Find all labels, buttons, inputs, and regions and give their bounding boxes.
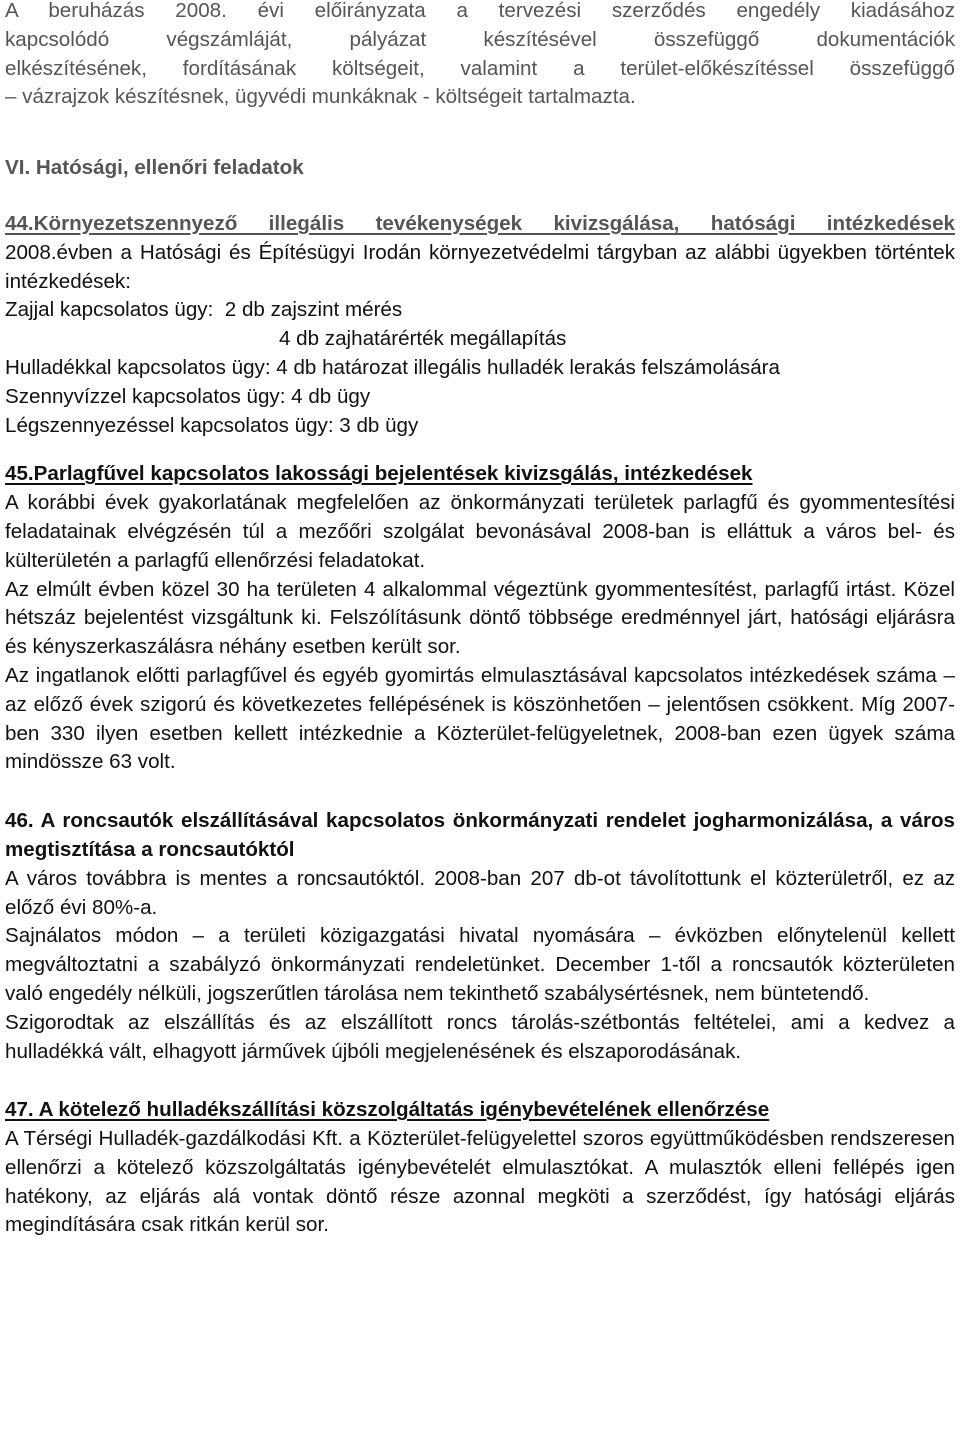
intro-line: A beruházás 2008. évi előirányzata a tervezési szerződés engedély kiadásához xyxy=(5,0,955,22)
section-45 xyxy=(5,460,955,777)
section-47-title-wrap xyxy=(5,1096,955,1125)
section-45-paragraph: Az ingatlanok előtti parlagfűvel és egyéb gyomirtás elmulasztásával kapcsolatos intézkedések száma – az előző évek szigorú és következetes fellépésének is köszönhetően – jelentősen csökkent. Míg 2007-ben 330 ilyen esetben kellett intézkednie a Közterület-felügyeletnek, 2008-ban ezen ügyek száma mindössze 63 volt. xyxy=(5,663,955,774)
section-46-paragraph: Sajnálatos módon – a területi közigazgatási hivatal nyomására – évközben előnytelenül kellett megváltoztatni a szabályzó önkormányzati rendeletünket. December 1-től a roncsautók közterületen való engedély nélküli, jogszerűtlen tárolása nem tekinthető szabálysértésnek, nem büntetendő. xyxy=(5,924,955,1005)
section-44-title: 44.Környezetszennyező illegális tevékenységek kivizsgálása, hatósági intézkedések xyxy=(5,211,955,235)
section-45-title-wrap xyxy=(5,460,955,489)
section-47-title: 47. A kötelező hulladékszállítási közszolgáltatás igénybevételének ellenőrzése xyxy=(5,1098,770,1122)
list-item: Légszennyezéssel kapcsolatos ügy: 3 db ügy xyxy=(5,413,419,437)
intro-line: kapcsolódó végszámláját, pályázat készítésével összefüggő dokumentációk xyxy=(5,27,955,51)
section-47-paragraph: A Térségi Hulladék-gazdálkodási Kft. a Közterület-felügyelettel szoros együttműködésben rendszeresen ellenőrzi a kötelező közszolgáltatás igénybevételét elmulasztókat. A mulasztók elleni fellépés igen hatékony, az eljárás alá vontak döntő része azonnal megköti a szerződést, így hatósági eljárás megindítására csak ritkán kerül sor. xyxy=(5,1127,955,1237)
intro-paragraph xyxy=(5,0,955,112)
list-item: 4 db zajhatárérték megállapítás xyxy=(279,327,567,351)
section-45-paragraph: Az elmúlt évben közel 30 ha területen 4 alkalommal végeztünk gyommentesítést, parlagfű irtást. Közel hétszáz bejelentést vizsgáltunk ki. Felszólításunk döntő többsége eredménnyel járt, hatósági eljárásra és kényszerkaszálásra néhány esetben került sor. xyxy=(5,577,955,659)
intro-line: elkészítésének, fordításának költségeit, valamint a terület-előkészítéssel összefüggő xyxy=(5,56,955,80)
intro-line: – vázrajzok készítésnek, ügyvédi munkáknak - költségeit tartalmazta. xyxy=(5,85,636,109)
section-44 xyxy=(5,210,955,440)
section-46-paragraph: Szigorodtak az elszállítás és az elszállított roncs tárolás-szétbontás feltételei, ami a kedvez a hulladékká vált, elhagyott járművek újbóli megjelenésének és elszaporodásának. xyxy=(5,1010,955,1063)
list-item: Hulladékkal kapcsolatos ügy: 4 db határozat illegális hulladék lerakás felszámolására xyxy=(5,355,780,379)
section-44-paragraph: 2008.évben a Hatósági és Építésügyi Irodán környezetvédelmi tárgyban az alábbi ügyekben történtek intézkedések: xyxy=(5,240,955,293)
section-46-paragraph: A város továbbra is mentes a roncsautóktól. 2008-ban 207 db-ot távolítottunk el közterületről, ez az előző évi 80%-a. xyxy=(5,866,955,919)
section-47 xyxy=(5,1096,955,1240)
list-item: Szennyvízzel kapcsolatos ügy: 4 db ügy xyxy=(5,384,371,408)
section-45-paragraph: A korábbi évek gyakorlatának megfelelően az önkormányzati területek parlagfű és gyommentesítési feladatainak elvégzésén túl a mezőőri szolgálat bevonásával 2008-ban is elláttuk a város bel- és külterületén a parlagfű ellenőrzési feladatokat. xyxy=(5,491,955,572)
section-45-title: 45.Parlagfűvel kapcsolatos lakossági bejelentések kivizsgálás, intézkedések xyxy=(5,462,753,486)
section-44-title-wrap xyxy=(5,210,955,239)
document-page xyxy=(5,0,955,1240)
list-item: Zajjal kapcsolatos ügy: 2 db zajszint mérés xyxy=(5,298,403,322)
section-46 xyxy=(5,807,955,1066)
section-46-title: 46. A roncsautók elszállításával kapcsolatos önkormányzati rendelet jogharmonizálása, a város megtisztítása a roncsautóktól xyxy=(5,809,955,861)
chapter-title: VI. Hatósági, ellenőri feladatok xyxy=(5,156,304,180)
